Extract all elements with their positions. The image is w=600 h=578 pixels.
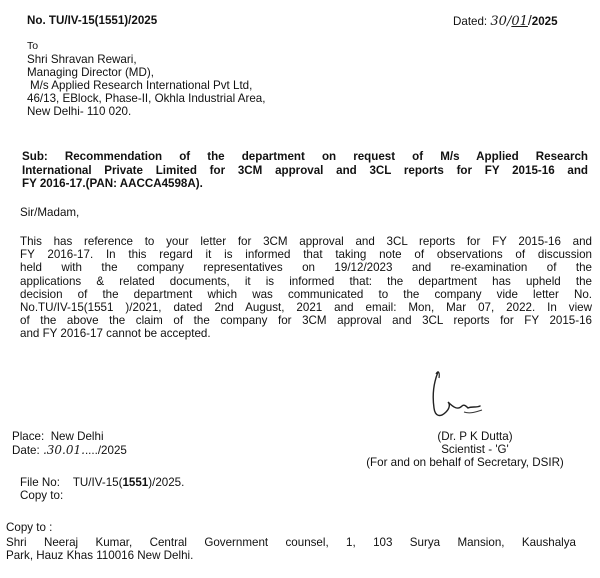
subject-block [22,150,588,191]
date-line [12,444,127,457]
dated-label: Dated: [453,15,488,28]
place-line [12,430,104,443]
signatory-block [340,430,590,469]
to-label: To [27,40,39,52]
file-number: No. TU/IV-15(1551)/2025 [27,14,158,27]
copy-to-list [6,536,576,562]
body-line: FY 2016-17. In this regard it is informed that taking note of observations of discussion [20,248,592,262]
dated-handwritten-month: 01 [511,14,528,29]
body-paragraph [20,235,592,341]
file-suffix: )/2025. [148,476,185,489]
recipient-block [27,40,265,118]
footer-file-line [20,476,184,489]
recipient-line: Shri Shravan Rewari, [27,53,137,66]
signatory-name: (Dr. P K Dutta) [437,430,513,443]
body-line: of the above the claim of the company for 3CM approval and 3CL reports for FY 2015-16 [20,314,592,328]
file-bold: 1551 [122,476,149,489]
date-year: ..../2025 [84,444,127,457]
body-line: decision of the department which was communicated to the company vide letter No. [20,287,592,301]
recipient-line: 46/13, EBlock, Phase-II, Okhla Industrial Area, [27,92,266,105]
file-label: File No: [20,476,60,489]
date-label: Date: [12,444,40,457]
body-line: held with the company representatives on 19/12/2023 and re-examination of the [20,261,592,275]
place-label: Place: [12,430,45,443]
subject-line: International Private Limited for 3CM approval and 3CL reports for FY 2015-16 and [22,163,588,177]
dated-handwritten-day: 30 [490,14,507,29]
place-value: New Delhi [50,430,104,443]
file-prefix: TU/IV-15( [72,476,123,489]
body-line: No.TU/IV-15(1551 )/2021, dated 2nd August, 2021 and email: Mon, Mar 07, 2022. In view [20,301,592,315]
copy-line: Park, Hauz Khas 110016 New Delhi. [6,549,194,562]
body-line: This has reference to your letter for 3CM approval and 3CL reports for FY 2015-16 and [20,235,592,248]
body-line: applications & related documents, it is informed that: the department has upheld the [20,274,592,288]
date-handwritten: .30.01. [42,443,85,457]
signatory-behalf: (For and on behalf of Secretary, DSIR) [366,456,564,469]
signatory-title: Scientist - 'G' [441,443,509,456]
copy-to-inline: Copy to: [20,489,64,502]
subject-line: FY 2016-17.(PAN: AACCA4598A). [22,177,203,190]
copy-line: Shri Neeraj Kumar, Central Government counsel, 1, 103 Surya Mansion, Kaushalya [6,536,576,549]
recipient-line: M/s Applied Research International Pvt Ltd, [30,79,253,92]
recipient-line: Managing Director (MD), [27,66,154,79]
salutation: Sir/Madam, [20,206,80,219]
dated-line: Dated: 30/01/2025 [453,12,558,29]
subject-line: Sub: Recommendation of the department on request of M/s Applied Research [22,150,588,163]
body-line: and FY 2016-17 cannot be accepted. [20,327,211,341]
recipient-line: New Delhi- 110 020. [27,105,132,118]
signature-icon [420,368,500,430]
dated-year: 2025 [531,15,558,28]
copy-to-heading: Copy to : [6,521,53,534]
